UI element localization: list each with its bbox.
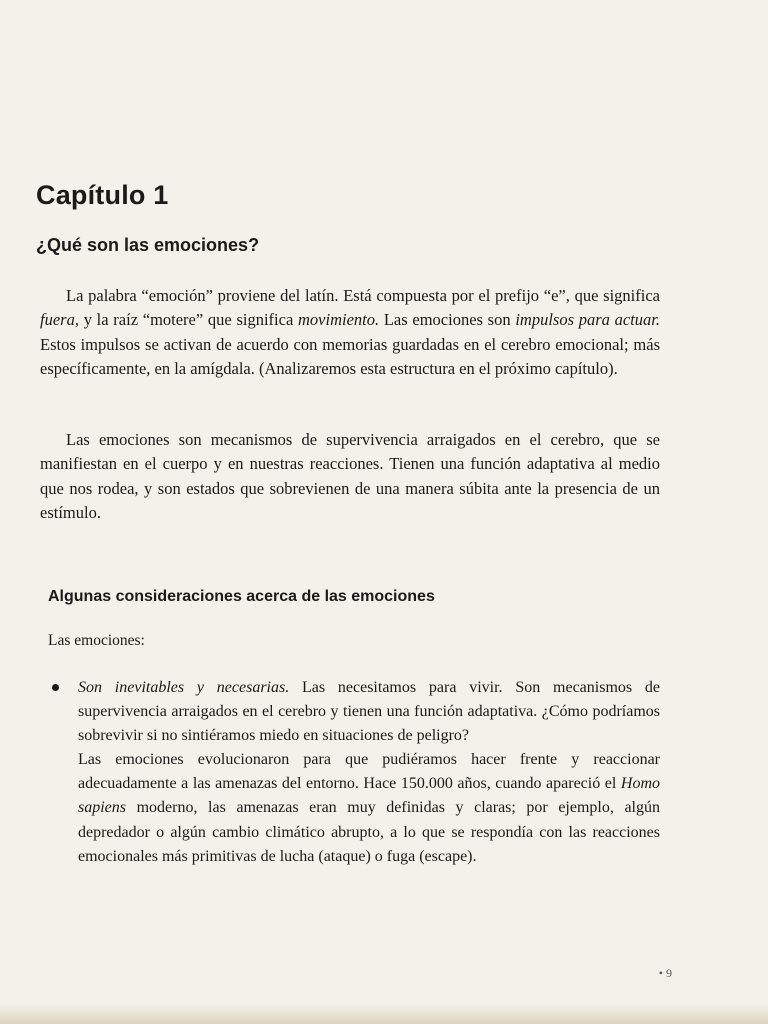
bullet-1-lead: Son inevitables y necesarias. — [78, 679, 290, 696]
paragraph-1-text-a: La palabra “emoción” proviene del latín. Está compuesta por el prefijo “e”, que significa — [66, 286, 660, 305]
bullet-1-text-2b: moderno, las amenazas eran muy definidas y claras; por ejemplo, algún depredador o algún cambio climático abrupto, a lo que se respondía con las reacciones emocionales más primitivas de lucha (ataque) o fuga (escape). — [78, 799, 660, 865]
paragraph-1-emphasis-fuera: fuera, — [40, 310, 79, 330]
list-intro: Las emociones: — [48, 632, 145, 649]
paragraph-1-emphasis-movimiento: movimiento. — [298, 310, 380, 330]
bullet-1-text-1: Las necesitamos para vivir. Son mecanismos de supervivencia arraigados en el cerebro y tienen una función adaptativa. ¿Cómo podríamos sobrevivir si no sintiéramos miedo en situaciones de peligro? — [78, 679, 660, 745]
paragraph-1-text-d: Estos impulsos se activan de acuerdo con memorias guardadas en el cerebro emocional; más específicamente, en la amígdala. (Analizaremos esta estructura en el próximo capítulo). — [40, 334, 660, 378]
bullet-1-paragraph-1 — [78, 676, 660, 748]
bullet-icon — [52, 684, 59, 691]
emotions-list — [48, 676, 660, 869]
section-title: ¿Qué son las emociones? — [36, 235, 260, 255]
paragraph-1-emphasis-impulsos: impulsos para actuar. — [515, 310, 660, 330]
page-edge-shadow — [0, 1004, 768, 1024]
bullet-1-paragraph-2 — [78, 748, 660, 868]
list-item — [48, 676, 660, 869]
chapter-title: Capítulo 1 — [36, 180, 169, 210]
bullet-1-text-2a: Las emociones evolucionaron para que pudiéramos hacer frente y reaccionar adecuadamente a las amenazas del entorno. Hace 150.000 años, cuando apareció el — [78, 751, 660, 793]
paragraph-1-text-c: Las emociones son — [379, 310, 516, 330]
paragraph-1 — [40, 284, 660, 381]
subsection-title: Algunas consideraciones acerca de las emociones — [48, 588, 435, 605]
page-number: • 9 — [658, 966, 672, 980]
bullet-1-species: Homo sapiens — [78, 775, 660, 817]
paragraph-2: Las emociones son mecanismos de supervivencia arraigados en el cerebro, que se manifiestan en el cuerpo y en nuestras reacciones. Tienen una función adaptativa al medio que nos rodea, y son estados que sobrevienen de una manera súbita ante la presencia de un estímulo. — [40, 430, 660, 522]
paragraph-1-text-b: y la raíz “motere” que significa — [78, 310, 299, 330]
